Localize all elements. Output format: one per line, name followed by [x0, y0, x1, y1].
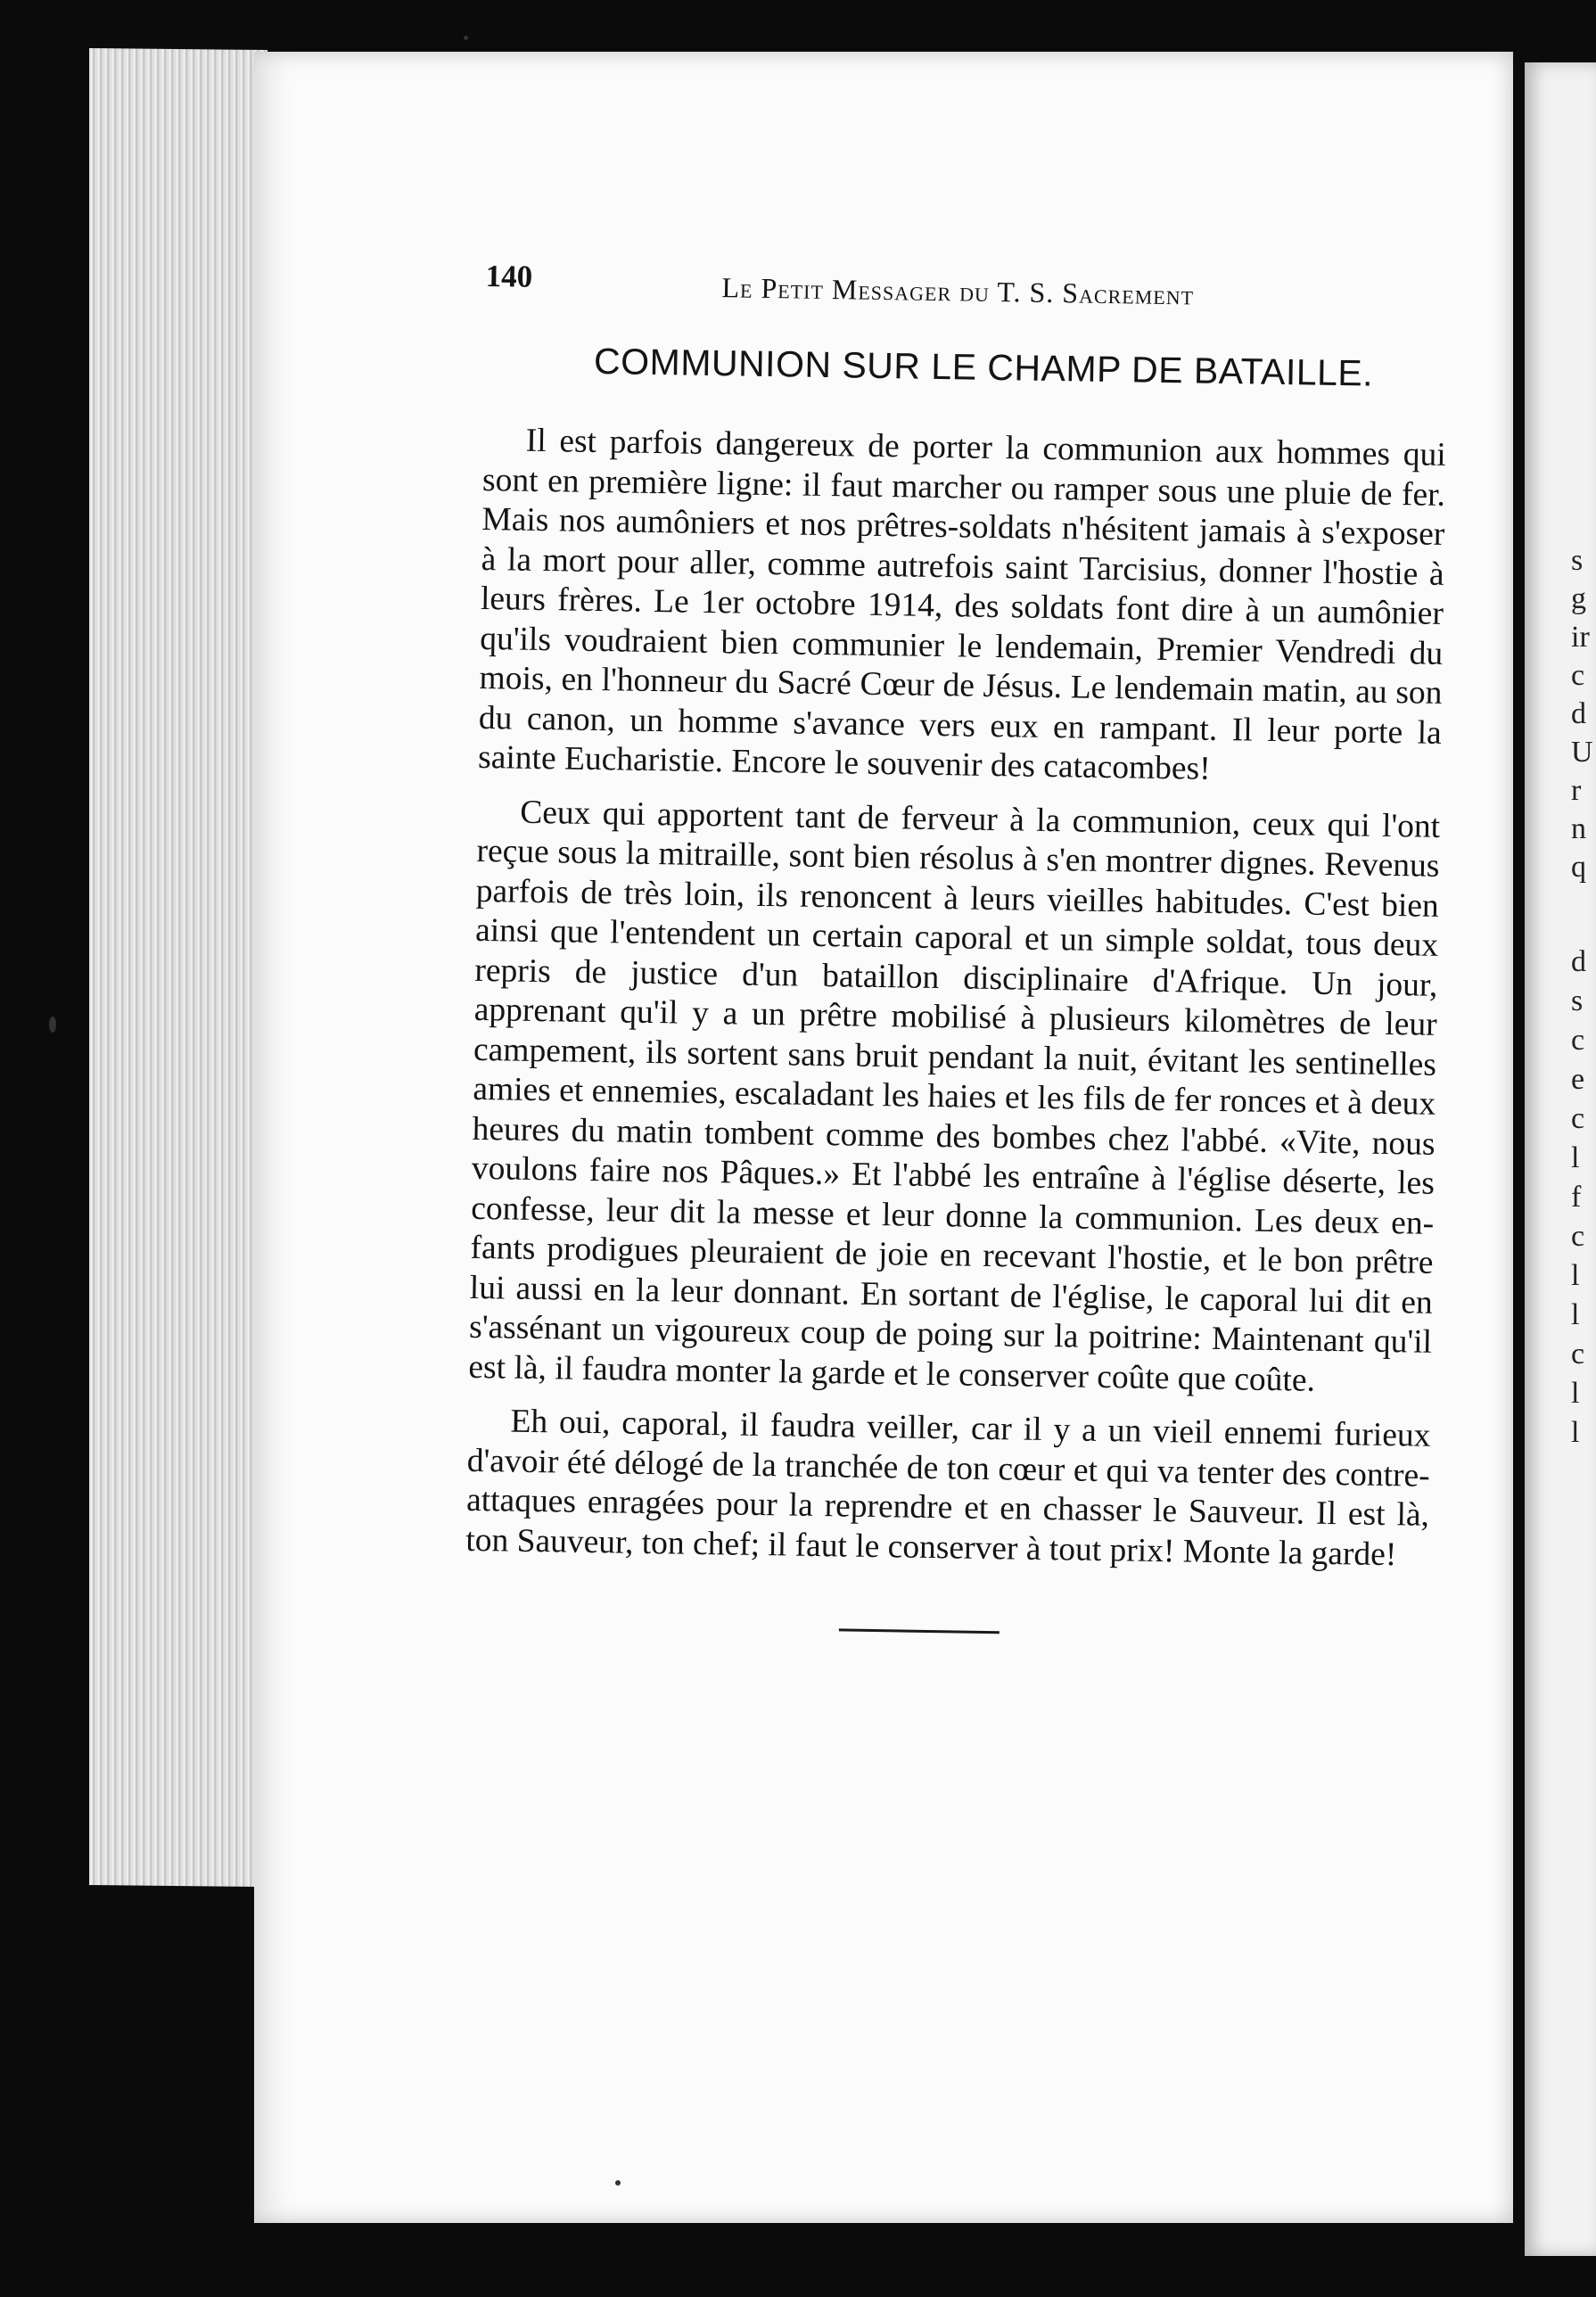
facing-page-letter: l	[1571, 1141, 1580, 1174]
facing-page-letter: d	[1571, 697, 1586, 730]
article-title: COMMUNION SUR LE CHAMP DE BATAILLE.	[593, 340, 1374, 394]
page-edges	[89, 48, 267, 1887]
paragraph-2: Ceux qui apportent tant de ferveur à la communion, ceux qui l'ont reçue sous la mitraille, sont bien résolus à s'en montrer dignes. Revenus parfois de très loin, ils renoncent à leurs vieilles habitudes. C'est bien ainsi que l'entendent un certain caporal et un simple soldat, tous deux repris de justice d'un bataillon disciplinaire d'Afrique. Un jour, apprenant qu'il y a un prêtre mobilisé à plusieurs kilomètres de leur campement, ils sortent sans bruit pendant la nuit, évitant les sentinelles amies et ennemies, escaladant les haies et les fils de fer ronces et à deux heures du matin tombent comme des bombes chez l'abbé. «Vite, nous voulons faire nos Pâques.» Et l'abbé les entraîne à l'église déserte, les confesse, leur dit la messe et leur donne la communion. Les deux enfants prodigues pleuraient de joie en recevant l'hostie, et le bon prêtre lui aussi en la leur donnant. En sortant de l'église, le caporal lui dit en s'assénant un vigoureux coup de poing sur la poitrine: Maintenant qu'il est là, il faudra monter la garde et le conserver coûte que coûte.	[468, 794, 1441, 1399]
facing-page-letter: n	[1571, 812, 1586, 845]
facing-page-letter: l	[1571, 1259, 1580, 1292]
facing-page-letter: r	[1571, 774, 1582, 807]
dust-speck	[464, 36, 468, 40]
facing-page-letter: q	[1571, 851, 1586, 884]
page-number: 140	[485, 259, 533, 294]
facing-page-letter: c	[1571, 1102, 1585, 1135]
facing-page-letter: e	[1571, 1063, 1585, 1096]
facing-page-edge	[1525, 62, 1596, 2256]
facing-page-letter: l	[1571, 1298, 1580, 1331]
facing-page-letter: s	[1571, 544, 1584, 577]
facing-page-letter: c	[1571, 1338, 1585, 1371]
facing-page-letter: U	[1571, 736, 1593, 769]
paragraph-1: Il est parfois dangereux de porter la communion aux hommes qui sont en première ligne: il faut marcher ou ramper sous une pluie de fer. Mais nos aumôniers et nos prêtres-soldats n'hésitent jamais à s'exposer à la mort pour aller, comme autrefois saint Tarcisius, donner l'hostie à leurs frères. Le 1er octobre 1914, des soldats font dire à un aumônier qu'ils voudraient bien communier le lendemain, Premier Vendredi du mois, en l'honneur du Sacré Cœur de Jésus. Le lendemain matin, au son du canon, un homme s'avance vers eux en rampant. Il leur porte la sainte Eucharistie. Encore le souvenir des catacombes!	[477, 422, 1446, 787]
page-content	[465, 259, 1449, 1641]
facing-page-letter: f	[1571, 1181, 1582, 1214]
facing-page-letter: g	[1571, 582, 1586, 615]
paragraph-3: Eh oui, caporal, il faudra veiller, car il y a un vieil ennemi furieux d'avoir été délogé de la tranchée de ton cœur et qui va tenter des contre-attaques enragées pour la reprendre et en chasser le Sauveur. Il est là, ton Sauveur, ton chef; il faut le conserver à tout prix! Monte la garde!	[465, 1403, 1431, 1573]
running-title: Le Petit Messager du T. S. Sacrement	[721, 271, 1195, 311]
dust-speck	[615, 2180, 621, 2186]
facing-page-letter: l	[1571, 1416, 1580, 1449]
facing-page-letter: c	[1571, 659, 1585, 692]
facing-page-letter: l	[1571, 1377, 1580, 1410]
facing-page-letter: c	[1571, 1024, 1585, 1057]
facing-page-letter: s	[1571, 984, 1584, 1017]
facing-page-letter: c	[1571, 1220, 1585, 1253]
facing-page-letter: d	[1571, 945, 1586, 978]
facing-page-letter: ir	[1571, 621, 1590, 654]
dust-speck	[49, 1017, 56, 1033]
